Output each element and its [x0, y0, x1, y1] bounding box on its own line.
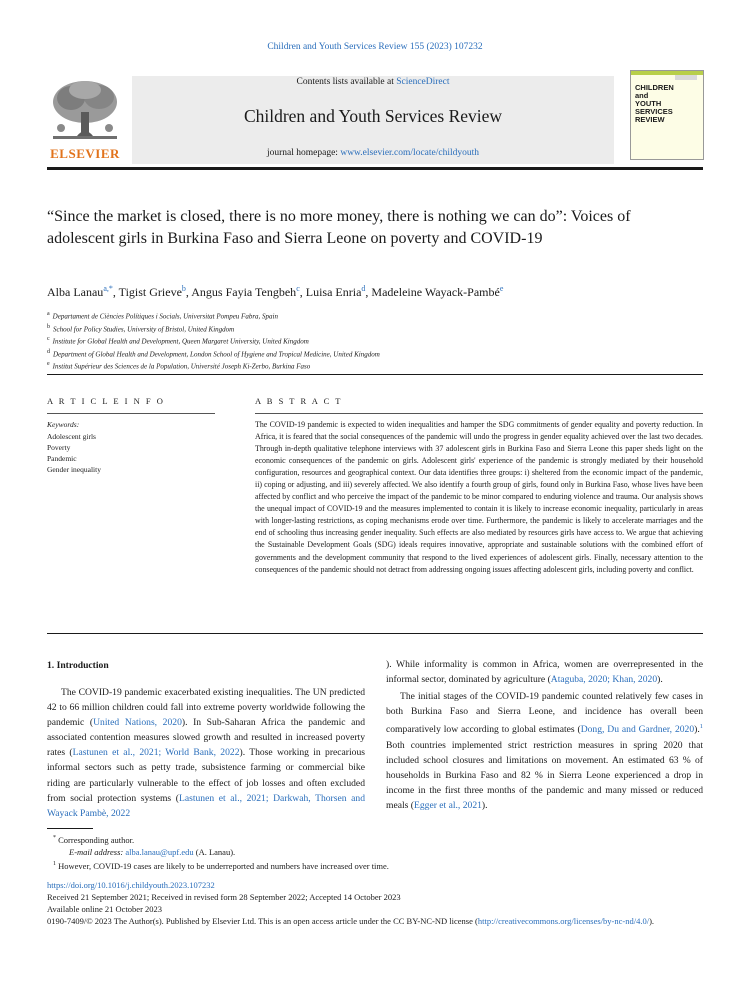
affiliation-key: e — [47, 361, 50, 368]
affiliation-item — [47, 334, 703, 347]
author-name[interactable]: Luisa Enria — [305, 285, 362, 299]
keyword-item: Poverty — [47, 443, 71, 452]
header-divider — [47, 167, 703, 170]
paragraph-text: ). — [481, 800, 488, 812]
available-online-date: Available online 21 October 2023 — [47, 904, 163, 914]
affiliation-key: d — [47, 348, 50, 355]
email-link[interactable]: alba.lanau@upf.edu — [125, 846, 194, 857]
keyword-item: Adolescent girls — [47, 432, 96, 441]
sciencedirect-link[interactable]: ScienceDirect — [396, 77, 450, 87]
citation-link[interactable]: Egger et al., 2021 — [413, 800, 482, 812]
body-column-right — [386, 657, 703, 813]
doi-link[interactable]: https://doi.org/10.1016/j.childyouth.2023.107232 — [47, 880, 215, 890]
paragraph-text: ). — [694, 724, 700, 736]
keyword-item: Gender inequality — [47, 465, 101, 474]
affiliation-key: a — [47, 311, 50, 317]
keywords-label: Keywords: — [47, 420, 80, 429]
contents-prefix: Contents lists available at — [296, 77, 397, 87]
citation-link[interactable]: Lastunen et al., 2021; World Bank, 2022 — [72, 747, 240, 759]
abstract-rule — [255, 413, 703, 414]
citation-link[interactable]: Lastunen et al., 2021; Darkwah, Thorsen and Wayack Pambè, 2022 — [47, 792, 366, 819]
footnote-text: However, COVID-19 cases are likely to be underreported and numbers have increased over time. — [58, 860, 389, 871]
abstract-divider — [47, 633, 703, 634]
citation-link[interactable]: Dong, Du and Gardner, 2020 — [580, 724, 695, 736]
license-statement — [47, 915, 703, 927]
citation-link[interactable]: United Nations, 2020 — [93, 717, 182, 729]
body-paragraph-continued — [386, 657, 703, 687]
affiliation-item — [47, 322, 703, 335]
footnote-corresponding — [47, 832, 703, 846]
elsevier-tree-icon — [47, 78, 123, 144]
affiliation-key: b — [47, 323, 50, 330]
affiliation-item — [47, 359, 703, 372]
license-text: ). — [649, 916, 655, 926]
elsevier-wordmark: ELSEVIER — [50, 146, 120, 161]
paragraph-text: ). Those working in precarious informal sectors such as petty trade, subsistence farming or commercial bike riding are particularly vulnerable to the effect of job losses and often excluded from social protection systems ( — [47, 747, 365, 804]
contents-available-line — [132, 77, 614, 87]
received-dates: Received 21 September 2021; Received in revised form 28 September 2022; Accepted 14 October 2023 — [47, 892, 401, 902]
email-suffix: (A. Lanau). — [193, 846, 236, 857]
footnotes — [47, 832, 703, 872]
license-text: 0190-7409/© 2023 The Author(s). Published by Elsevier Ltd. This is an open access article under the CC BY-NC-ND license ( — [47, 916, 478, 926]
affiliation-text: Department of Global Health and Development, London School of Hygiene and Tropical Medicine, United Kingdom — [53, 349, 380, 358]
abstract-text: The COVID-19 pandemic is expected to widen inequalities and hamper the SDG commitments of gender equality and poverty reduction. In Africa, it is feared that the social consequences of the pandemic will undo the progress in gender equality achieved over the last two decades. Through in-depth qualitative telephone interviews with 37 adolescent girls in Burkina Faso and Sierra Leone this paper sheds light on the economic consequences of the pandemic on girls. Adolescent girls' experience of the pandemic is strongly mediated by their household configuration, resources and geographical context. Our data identifies three groups: i) sheltered from the economic impact of the pandemic, ii) coping or adjusting, and iii) severely affected. We also identify a fourth group of girls, found only in Burkina Faso, whose lives have been affected by conflict and who perceive the impact of the pandemic to be minor compared to enduring violence and trauma. Our analysis shows the unequal impact of COVID-19 and the measures implemented to contain it is likely to increase economic inequality, particularly in areas with longer-lasting restrictions, as coping mechanisms erode over time. Furthermore, the pandemic is likely to accelerate marriages and the end of schooling thus increasing gender inequality. Such effects are also mediated by resources girls have access to. We argue that achieving the Sustainable Development Goals (SDG) ideals requires innovative, appropriate and sustainable solutions with the combined effort of governments and the development community that respond to the lived experiences of adolescent girls. Finally, necessary attention to the consequences of the pandemic should not detract from addressing ongoing issues affecting adolescent girls, including poverty and conflict. — [255, 420, 703, 574]
journal-reference[interactable]: Children and Youth Services Review 155 (2023) 107232 — [267, 42, 483, 52]
author-affiliation-marker[interactable]: d — [361, 284, 366, 293]
article-title: “Since the market is closed, there is no more money, there is nothing we can do”: Voices of adolescent girls in Burkina Faso and Sierra Leone on poverty and COVID-19 — [47, 208, 631, 247]
keywords-list — [47, 431, 101, 475]
footnote-marker[interactable]: 1 — [699, 723, 703, 731]
section-heading-introduction: 1. Introduction — [47, 660, 109, 671]
cover-title: CHILDREN and YOUTH SERVICES REVIEW — [635, 83, 674, 124]
author-name[interactable]: Tigist Grieve — [118, 285, 182, 299]
author-affiliation-marker[interactable]: b — [181, 284, 186, 293]
body-paragraph — [386, 689, 703, 813]
journal-title[interactable]: Children and Youth Services Review — [243, 106, 503, 126]
affiliation-item — [47, 347, 703, 360]
email-label: E-mail address: — [69, 846, 126, 857]
abstract-heading: A B S T R A C T — [255, 396, 343, 406]
author-list: Alba Lanau$^{a,*}$, Tigist Grieve$^b$, Angus Fayia Tengbeh$^c$, Luisa Enria$^d$, Madeleine Wayack-Pambé$^e$ — [47, 284, 504, 299]
author-affiliation-marker[interactable]: e — [499, 284, 504, 293]
journal-cover-thumbnail[interactable] — [630, 70, 704, 160]
body-paragraph — [47, 685, 365, 821]
homepage-prefix: journal homepage: — [266, 148, 341, 158]
paragraph-text: The COVID-19 pandemic exacerbated existing inequalities. The UN predicted 42 to 66 million children could fall into extreme poverty worldwide following the pandemic ( — [47, 687, 365, 729]
paragraph-text: ). While informality is common in Africa, women are overrepresented in the informal sector, dominated by agriculture ( — [386, 659, 703, 686]
affiliation-text: School for Policy Studies, University of Bristol, United Kingdom — [53, 324, 235, 333]
keyword-item: Pandemic — [47, 454, 77, 463]
affiliation-divider — [47, 374, 703, 375]
affiliation-text: Departament de Ciències Polítiques i Socials, Universitat Pompeu Fabra, Spain — [52, 312, 279, 321]
affiliation-item — [47, 309, 703, 322]
footnote-text: Corresponding author. — [58, 834, 135, 845]
citation-link[interactable]: Ataguba, 2020; Khan, 2020 — [550, 674, 658, 686]
elsevier-logo[interactable] — [47, 78, 123, 162]
footnote-1 — [47, 858, 703, 872]
affiliation-key: c — [47, 336, 50, 343]
affiliation-text: Institut Supérieur des Sciences de la Population, Université Joseph Ki-Zerbo, Burkina Faso — [52, 362, 311, 371]
paragraph-text: ). In Sub-Saharan Africa the pandemic and associated contention measures slowed growth and resulted in increased poverty rates ( — [47, 717, 365, 759]
paragraph-text: The initial stages of the COVID-19 pandemic counted relatively few cases in both Burkina Faso and Sierra Leone, and incidence has overall been comparatively low according to global estimates ( — [386, 691, 703, 736]
article-info-rule — [47, 413, 215, 414]
author-name[interactable]: Angus Fayia Tengbeh — [191, 285, 297, 299]
paragraph-text: Both countries implemented strict restriction measures in spring 2020 that included school closures and limitations on movement. An estimated 63 % of households in Burkina Faso and 82 % in Sierra Leone experienced a drop in income in the first three months of the pandemic and many missed or reduced meals ( — [386, 739, 703, 812]
footnote-email — [47, 846, 703, 858]
license-link[interactable]: http://creativecommons.org/licenses/by-nc-nd/4.0/ — [477, 916, 650, 926]
author-affiliation-marker[interactable]: c — [296, 284, 300, 293]
affiliation-text: Institute for Global Health and Development, Queen Margaret University, United Kingdom — [52, 337, 309, 346]
cover-badge — [675, 75, 697, 80]
journal-homepage-link[interactable]: www.elsevier.com/locate/childyouth — [340, 148, 480, 158]
author-name[interactable]: Madeleine Wayack-Pambé — [371, 285, 500, 299]
journal-homepage-line — [132, 148, 614, 158]
article-info-heading: A R T I C L E I N F O — [47, 396, 165, 406]
affiliation-list — [47, 309, 703, 372]
author-name[interactable]: Alba Lanau — [47, 285, 104, 299]
footnote-mark: * — [53, 835, 56, 841]
publication-info — [47, 879, 703, 927]
body-column-left — [47, 685, 365, 821]
author-affiliation-marker[interactable]: a,* — [103, 284, 113, 293]
paragraph-text: ). — [657, 674, 663, 686]
footnote-rule — [47, 828, 93, 829]
footnote-mark: 1 — [53, 860, 56, 867]
